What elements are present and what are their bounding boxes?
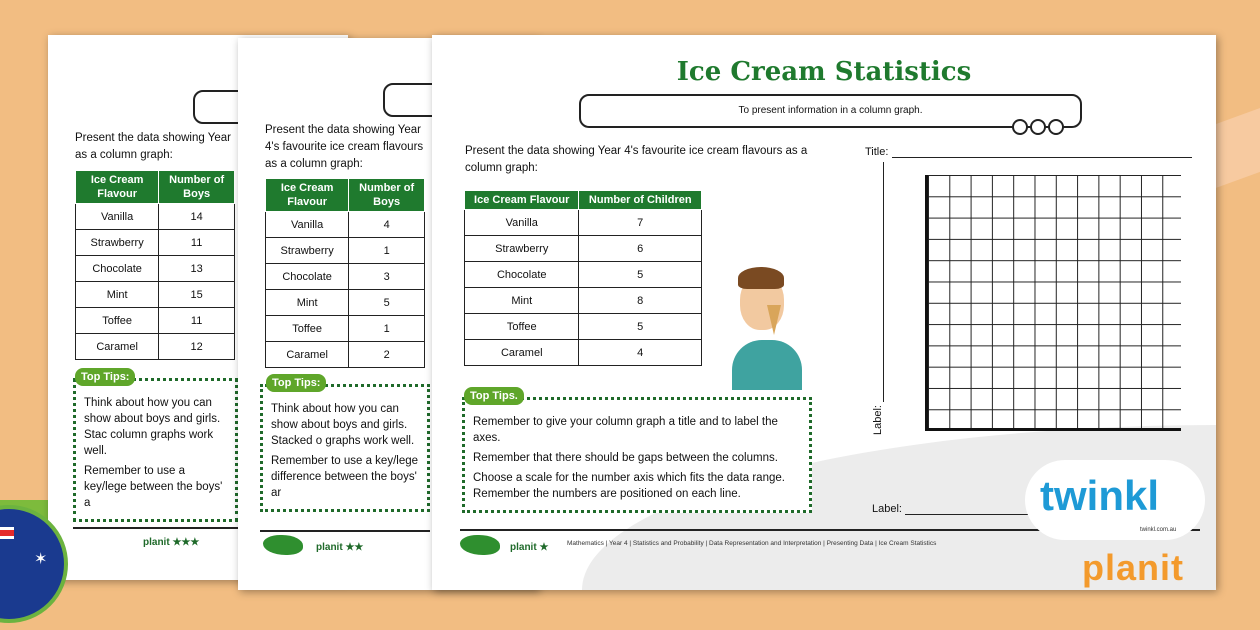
tip-text: Remember to use a key/lege difference between the boys' ar: [271, 455, 419, 499]
y-axis-label-field[interactable]: [872, 162, 884, 435]
twinkl-logo: twinkl: [1040, 472, 1160, 519]
table-cell: Caramel: [465, 340, 579, 366]
x-label: Label:: [872, 503, 902, 515]
table-cell: 6: [579, 236, 702, 262]
top-tips-box: [462, 397, 812, 513]
table-cell: Strawberry: [76, 230, 159, 256]
footer-curriculum-text: Mathematics | Year 4 | Statistics and Probability | Data Representation and Interpretation | Presenting Data | Ice Cream Statistics: [567, 540, 937, 547]
circle-icon: [1012, 119, 1028, 135]
table-cell: 1: [349, 238, 425, 264]
table-header: Number of Boys: [349, 179, 425, 212]
tip-text: Remember that there should be gaps between the columns.: [473, 452, 778, 464]
top-tips-badge: Top Tips.: [464, 387, 524, 405]
table-header: Ice Cream Flavour: [465, 191, 579, 210]
data-table: [75, 170, 235, 360]
table-cell: Chocolate: [266, 264, 349, 290]
intro-text: Present the data showing Year 4's favourite ice cream flavours as a column graph:: [465, 145, 808, 174]
brand-url: twinkl.com.au: [1140, 527, 1177, 533]
twinkl-logo-small: [460, 535, 500, 555]
table-cell: 5: [349, 290, 425, 316]
table-header: Number of Children: [579, 191, 702, 210]
table-cell: Strawberry: [465, 236, 579, 262]
table-cell: Caramel: [76, 334, 159, 360]
footer-line: [73, 527, 238, 529]
table-cell: 11: [159, 308, 235, 334]
intro-text: Present the data showing Year as a column graph:: [75, 132, 232, 161]
page-title: Ice Cream Statistics: [676, 57, 972, 87]
table-cell: 5: [579, 262, 702, 288]
plan-label: planit ★: [510, 542, 549, 553]
table-cell: Vanilla: [465, 210, 579, 236]
data-table: [265, 178, 425, 368]
table-cell: Strawberry: [266, 238, 349, 264]
objective-box: [579, 94, 1082, 128]
plan-label: planit ★★★: [143, 537, 200, 548]
table-cell: 12: [159, 334, 235, 360]
table-cell: 14: [159, 204, 235, 230]
table-cell: 4: [579, 340, 702, 366]
objective-text: To present information in a column graph.: [738, 105, 923, 116]
objective-circles: [1012, 119, 1064, 135]
tip-text: Remember to use a key/lege between the boys' a: [84, 465, 223, 509]
footer-line: [260, 530, 430, 532]
table-cell: 7: [579, 210, 702, 236]
planit-logo: planit: [1082, 547, 1184, 588]
top-tips-badge: Top Tips:: [75, 368, 135, 386]
plan-label: planit ★★: [316, 542, 364, 553]
top-tips-box: [73, 378, 238, 522]
table-cell: 2: [349, 342, 425, 368]
table-cell: 1: [349, 316, 425, 342]
circle-icon: [1048, 119, 1064, 135]
table-cell: Vanilla: [76, 204, 159, 230]
top-tips-box: [260, 384, 430, 512]
table-cell: Chocolate: [465, 262, 579, 288]
table-header: Ice Cream Flavour: [76, 171, 159, 204]
table-cell: 5: [579, 314, 702, 340]
table-cell: Toffee: [76, 308, 159, 334]
table-cell: Chocolate: [76, 256, 159, 282]
tip-text: Think about how you can show about boys and girls. Stacked o graphs work well.: [271, 403, 415, 447]
tip-text: Remember to give your column graph a title and to label the axes.: [473, 416, 778, 444]
boy-eating-ice-cream-illustration: [712, 265, 812, 390]
x-axis-label-field[interactable]: [872, 503, 1035, 515]
table-cell: 11: [159, 230, 235, 256]
australian-flag-badge: ✶: [0, 505, 68, 623]
circle-icon: [1030, 119, 1046, 135]
table-header: Number of Boys: [159, 171, 235, 204]
table-cell: Mint: [76, 282, 159, 308]
table-cell: 8: [579, 288, 702, 314]
table-cell: Mint: [465, 288, 579, 314]
data-table: [464, 190, 702, 366]
blank-graph-grid: [925, 175, 1181, 431]
table-cell: Toffee: [266, 316, 349, 342]
table-cell: Mint: [266, 290, 349, 316]
tip-text: Think about how you can show about boys and girls. Stac column graphs work well.: [84, 397, 221, 457]
top-tips-badge: Top Tips:: [266, 374, 326, 392]
table-cell: 3: [349, 264, 425, 290]
graph-title-field[interactable]: [865, 146, 1192, 158]
table-cell: 15: [159, 282, 235, 308]
twinkl-logo-small: [263, 535, 303, 555]
table-cell: Toffee: [465, 314, 579, 340]
y-label: Label:: [872, 405, 884, 435]
title-label: Title:: [865, 146, 889, 158]
intro-text: Present the data showing Year 4's favourite ice cream flavours as a column graph:: [265, 124, 424, 170]
table-header: Ice Cream Flavour: [266, 179, 349, 212]
table-cell: Vanilla: [266, 212, 349, 238]
table-cell: 13: [159, 256, 235, 282]
table-cell: 4: [349, 212, 425, 238]
table-cell: Caramel: [266, 342, 349, 368]
tip-text: Choose a scale for the number axis which fits the data range. Remember the numbers are positioned on each line.: [473, 472, 785, 500]
